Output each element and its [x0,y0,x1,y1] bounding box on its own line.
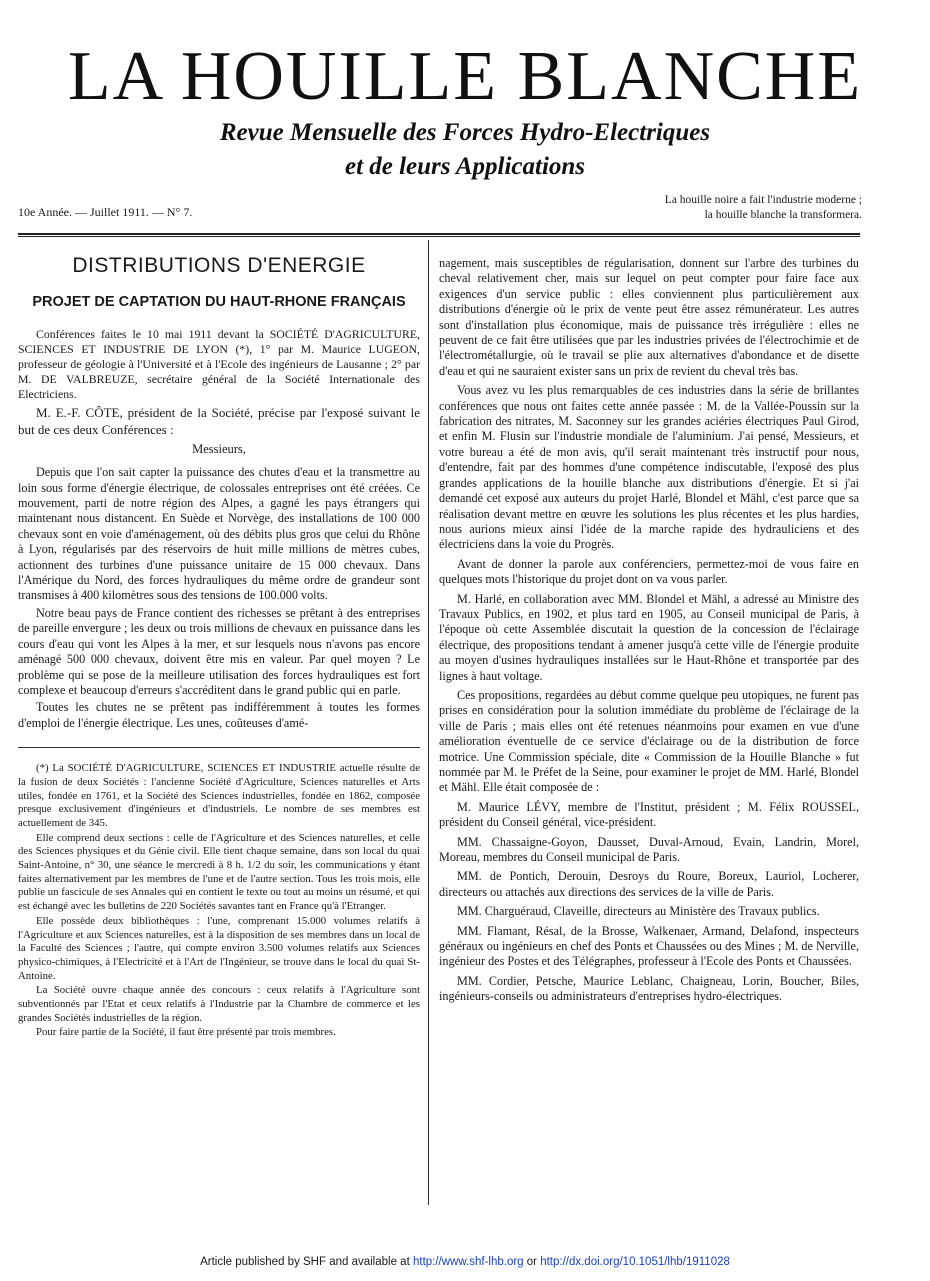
commission-member-list: MM. Charguéraud, Claveille, directeurs au Ministère des Travaux publics. [457,904,820,919]
body-paragraph: Toutes les chutes ne se prêtent pas indifféremment à toutes les formes d'emploi de l'énergie électrique. Les unes, coûteuses d'amé- [18,700,420,730]
footer-prefix: Article published by SHF and available at [200,1256,410,1268]
commission-member-list: MM. de Pontich, Derouin, Desroys du Roure, Boreux, Lauriol, Locherer, directeurs ou attachés aux directions des services de la ville de Paris. [439,869,859,899]
footnote-paragraph: Pour faire partie de la Société, il faut être présenté par trois membres. [36,1026,336,1039]
footnote-paragraph: La Société ouvre chaque année des concours : ceux relatifs à l'Agriculture sont subventionnés par l'Etat et ceux relatifs à l'Industrie par la Chambre de commerce et les grandes Sociétés industrielles de la région. [18,984,420,1024]
body-paragraph: Depuis que l'on sait capter la puissance des chutes d'eau et la transmettre au loin sous forme d'énergie électrique, de colossales entreprises ont été créées. Ce mouvement, parti de notre région des Alpes, a gagné les pays étrangers qui maintenant nous distancent. En Suède et Norvège, des installations de 100 000 chevaux sont en voie d'aménagement, où des débits plus gros que celui du Rhône à Lyon, régularisés par des réservoirs de huit mille millions de mètres cubes, actionnent des turbines d'une puissance unitaire de 15 000 chevaux. Dans l'Amérique du Nord, des forces hydrauliques du même ordre de grandeur sont transmises à 400 kilomètres sous des tensions de 100.000 volts. [18,465,420,603]
publication-footer [0,1256,930,1268]
commission-member-list: MM. Chassaigne-Goyon, Dausset, Duval-Arnoud, Evain, Landrin, Morel, Moreau, membres du Conseil municipal de Paris. [439,834,859,865]
left-column [18,256,420,1041]
issue-info: 10e Année. — Juillet 1911. — N° 7. [18,205,193,219]
journal-subtitle-line2: et de leurs Applications [344,153,586,180]
motto-line2: la houille blanche la transformera. [704,209,862,221]
body-paragraph: M. Harlé, en collaboration avec MM. Blondel et Mähl, a adressé au Ministre des Travaux Publics, en 1902, et plus tard en 1905, au Conseil municipal de Paris, à l'époque où cette Assemblée discutait la question de la concession de l'éclairage électrique, des propositions tendant à amener jusqu'à cette ville de l'énergie produite au moyen d'usines hydrauliques installées sur le Haut-Rhône et transportée par des lignes à haut voltage. [439,591,859,683]
footer-link-doi[interactable]: http://dx.doi.org/10.1051/lhb/1911028 [540,1256,730,1268]
footer-middle: or [526,1256,537,1268]
header-rule-thin [18,236,860,237]
header-rule [18,233,860,235]
article-subtitle: PROJET DE CAPTATION DU HAUT-RHONE FRANÇAIS [32,294,406,311]
body-paragraph: Ces propositions, regardées au début comme quelque peu utopiques, ne furent pas prises en considération pour la solution immédiate du problème de l'éclairage de la ville de Paris ; mais elles ont été retenues néanmoins pour examen en vue d'une amélioration éventuelle de ce service d'éclairage ou de la distribution de force motrice. Une Commission spéciale, dite « Commission de la Houille Blanche » fut nommée par M. le Préfet de la Seine, pour examiner le projet de MM. Harlé, Blondel et Mähl. Elle était composée de : [439,687,859,795]
body-paragraph: Notre beau pays de France contient des richesses se prêtant à des entreprises de pareille envergure ; les deux ou trois millions de chevaux en puissance dans les cours d'eau qui vont les Alpes à la mer, et sur lesquels nous n'avons pas encore aménagé 500 000 chevaux, doivent être mis en valeur. Par quel moyen ? Le problème qui se pose de la meilleure utilisation des forces hydrauliques est fort complexe et beaucoup d'erreurs s'accréditent dans le grand public qui en parle. [18,605,420,697]
commission-member-list: MM. Flamant, Résal, de la Brosse, Walkenaer, Armand, Delafond, inspecteurs généraux ou ingénieurs en chef des Ponts et Chaussées ou des Mines ; M. de Nerville, ingénieur des Postes et des Télégraphes, professeur à l'Ecole des Ponts et Chaussées. [439,923,859,969]
president-statement: M. E.-F. CÔTE, président de la Société, précise par l'exposé suivant le but de ces deux Conférences : [18,404,420,437]
footnote-paragraph: (*) La SOCIÉTÉ D'AGRICULTURE, SCIENCES ET INDUSTRIE actuelle résulte de la fusion de deux Sociétés : l'ancienne Société d'Agriculture, Sciences naturelles et Arts utiles, fondée en 1761, et la Société des Sciences industrielles, fondée en 1862, composée presque exclusivement d'ingénieurs et d'industriels. Le nombre de ses membres est actuellement de 345. [18,762,420,829]
article-intro: Conférences faites le 10 mai 1911 devant la SOCIÉTÉ D'AGRICULTURE, SCIENCES ET INDUSTRIE DE LYON (*), 1° par M. Maurice LUGEON, professeur de géologie à l'Université et à l'Ecole des ingénieurs de Lausanne ; 2° par M. DE VALBREUZE, secrétaire général de la Société Internationale des Electriciens. [18,326,420,401]
body-paragraph: Avant de donner la parole aux conférenciers, permettez-moi de vous faire en quelques mots l'historique du projet dont on va vous parler. [439,556,859,587]
column-divider [428,240,429,1205]
footnote-separator [18,747,420,748]
salutation: Messieurs, [192,441,246,456]
body-paragraph: Vous avez vu les plus remarquables de ces industries dans la série de brillantes conférences que nous ont faites cette année passée : M. de la Vallée-Poussin sur la fabrication des nitrates, M. Saconney sur les grandes aciéries électriques Paul Girod, et enfin M. Flusin sur l'industrie mondiale de l'aluminium. J'ai pensé, Messieurs, et votre bureau a été de mon avis, qu'il serait maintenant très instructif pour nous, d'entendre, fait par des hommes d'une compétence indiscutable, l'exposé des plus grandes applications de la houille blanche aux distributions d'énergie. Et si j'ai demandé cet exposé aux auteurs du projet Harlé, Blondel et Mähl, c'est parce que sa réalisation devant mettre en œuvre les solutions les plus récentes et les plus hardies, nous aurions mieux ainsi l'idée de la marche rapide des hydrauliciens et des électriciens dans la voie du Progrès. [439,383,859,552]
motto [600,193,862,223]
journal-title: LA HOUILLE BLANCHE [67,38,863,115]
masthead [0,40,930,182]
footer-link-shf[interactable]: http://www.shf-lhb.org [412,1256,524,1268]
body-paragraph: nagement, mais susceptibles de régularisation, donnent sur l'arbre des turbines du cheval relativement cher, mais sur lequel on peut compter pour faire face aux exigences d'un service public : elles conviennent plus particulièrement aux distributions d'énergie où le prix de vente peut être assez rémunérateur. Les autres sont d'installation plus économique, mais de puissance très irrégulière : elles ne peuvent de ce fait être utilisées que par les industries privées de l'électrochimie et de l'électrométallurgie, où le travail se plie aux alternatives d'abondance et de disette d'eau et qui ne sauraient exister sans un prix de revient du cheval très bas. [439,256,859,378]
right-column [439,256,859,1009]
commission-member-list: M. Maurice LÉVY, membre de l'Institut, président ; M. Félix ROUSSEL, président du Conseil général, vice-président. [439,799,859,830]
footnotes [18,762,420,1040]
footnote-paragraph: Elle possède deux bibliothèques : l'une, comprenant 15.000 volumes relatifs à l'Agriculture et aux Sciences naturelles, est à la disposition de ses membres dans un local de la Faculté des Sciences ; l'autre, qui compte environ 3.500 volumes relatifs aux Sciences physico-chimiques, à l'Electricité et à l'Art de l'Ingénieur, se trouve dans le local du quai St-Antoine. [18,914,420,982]
article-title: DISTRIBUTIONS D'ENERGIE [72,254,366,277]
motto-line1: La houille noire a fait l'industrie moderne ; [664,194,862,206]
commission-member-list: MM. Cordier, Petsche, Maurice Leblanc, Chaigneau, Lorin, Boucher, Biles, ingénieurs-conseils ou administrateurs d'entreprises hydro-électriques. [439,973,859,1004]
footnote-paragraph: Elle comprend deux sections : celle de l'Agriculture et des Sciences naturelles, et celle des Sciences physiques et du Génie civil. Elle tient chaque semaine, dans son local du quai Saint-Antoine, n° 30, une séance le mercredi à 8 h. 1/2 du soir, les communications y étant faites alternativement par les membres de l'une et de l'autre section. Tous les trois mois, elle publie un fascicule de ses Annales qui en contient le texte ou tout au moins un résumé, et qui est échangé avec les bulletins de 220 Sociétés savantes tant en France qu'à l'Etranger. [18,831,420,913]
journal-subtitle-line1: Revue Mensuelle des Forces Hydro-Electriques [219,119,711,146]
